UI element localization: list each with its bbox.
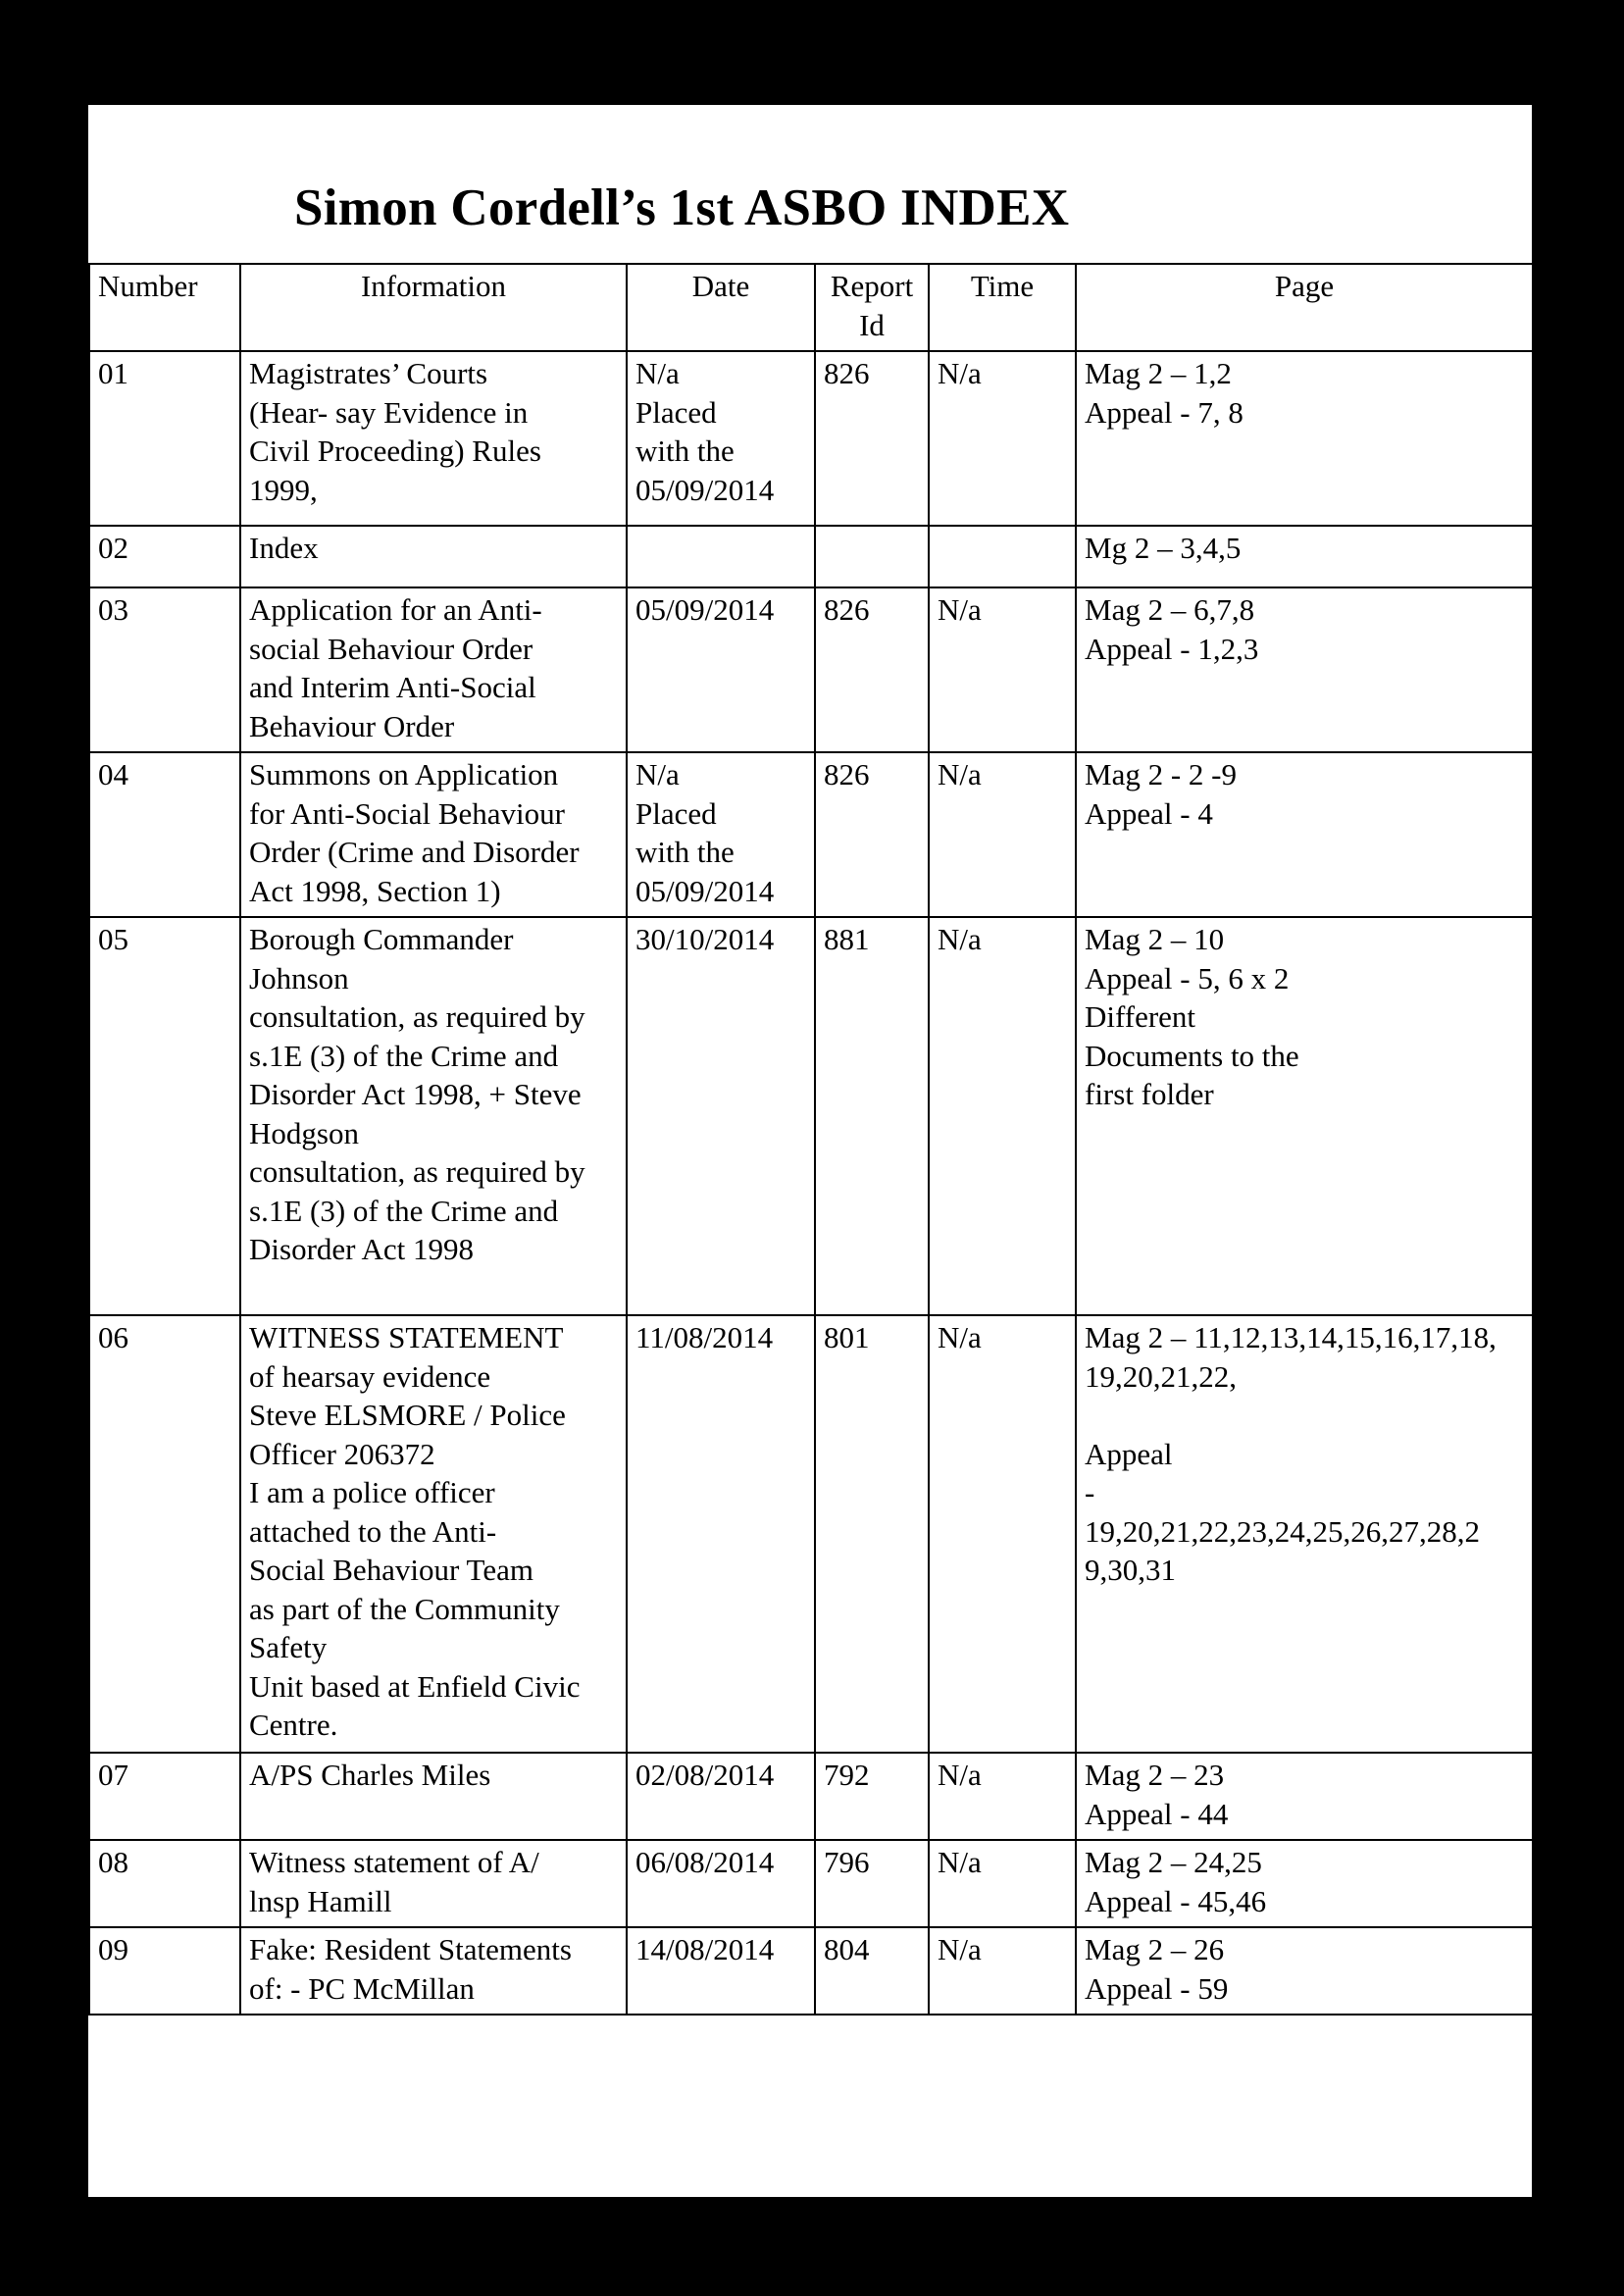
cell-page-line: first folder <box>1085 1077 1214 1111</box>
cell-page-line: Mg 2 – 3,4,5 <box>1085 531 1242 565</box>
cell-time <box>929 526 1076 587</box>
cell-information-line: A/PS Charles Miles <box>249 1758 491 1792</box>
cell-number: 03 <box>89 587 240 752</box>
column-header-report-id: Report Id <box>815 264 929 351</box>
cell-report-id: 826 <box>815 351 929 526</box>
cell-information-line: Borough Commander <box>249 922 514 956</box>
cell-information-line: and Interim Anti-Social <box>249 670 536 704</box>
cell-date <box>627 1315 815 1753</box>
cell-page-line: Appeal - 5, 6 x 2 <box>1085 960 1290 995</box>
cell-date-line: 30/10/2014 <box>635 922 775 956</box>
cell-time: N/a <box>929 351 1076 526</box>
cell-report-id: 881 <box>815 917 929 1315</box>
cell-time: N/a <box>929 1840 1076 1927</box>
cell-information-line: Unit based at Enfield Civic <box>249 1668 581 1704</box>
cell-information-line: Disorder Act 1998 <box>249 1232 475 1266</box>
cell-information-line: consultation, as required by <box>249 1154 585 1189</box>
cell-date-line: 05/09/2014 <box>635 472 775 507</box>
cell-page-line: Different <box>1085 999 1196 1034</box>
cell-information-line: Magistrates’ Courts <box>249 356 488 390</box>
cell-information-line: Officer 206372 <box>249 1436 435 1471</box>
cell-information-line: of hearsay evidence <box>249 1358 491 1394</box>
cell-page-line: 9,30,31 <box>1085 1553 1176 1587</box>
cell-information <box>240 526 627 587</box>
cell-date-line: with the <box>635 434 735 468</box>
cell-information-line: of: - PC McMillan <box>249 1970 475 2006</box>
cell-report-id: 801 <box>815 1315 929 1753</box>
cell-information-line: Order (Crime and Disorder <box>249 835 580 869</box>
cell-time: N/a <box>929 752 1076 917</box>
table-row <box>89 752 1533 917</box>
cell-information <box>240 917 627 1315</box>
cell-number: 01 <box>89 351 240 526</box>
cell-number: 08 <box>89 1840 240 1927</box>
cell-number: 04 <box>89 752 240 917</box>
cell-information <box>240 351 627 526</box>
column-header-time: Time <box>929 264 1076 351</box>
column-header-date: Date <box>627 264 815 351</box>
cell-information-line: Summons on Application <box>249 757 559 791</box>
cell-page-line: Mag 2 – 24,25 <box>1085 1845 1262 1879</box>
table-row <box>89 1840 1533 1927</box>
cell-information-line: attached to the Anti- <box>249 1513 497 1549</box>
cell-information-line: Disorder Act 1998, + Steve <box>249 1077 582 1111</box>
cell-date-line: 11/08/2014 <box>635 1320 774 1354</box>
cell-information-line: 1999, <box>249 472 318 507</box>
cell-date-line: 02/08/2014 <box>635 1758 775 1792</box>
cell-page-line: Mag 2 – 26 <box>1085 1932 1225 1966</box>
page-bottom-margin <box>88 2004 1532 2197</box>
cell-information-line: Application for an Anti- <box>249 592 542 627</box>
cell-information-line <box>249 1269 618 1308</box>
table-row <box>89 1753 1533 1840</box>
cell-report-id: 826 <box>815 752 929 917</box>
cell-page <box>1076 587 1533 752</box>
cell-information-line: s.1E (3) of the Crime and <box>249 1038 559 1073</box>
cell-page-line: 19,20,21,22, <box>1085 1358 1237 1394</box>
column-header-number: Number <box>89 264 240 351</box>
cell-information-line: consultation, as required by <box>249 999 585 1034</box>
cell-time: N/a <box>929 1753 1076 1840</box>
cell-information <box>240 1840 627 1927</box>
cell-date-line: 05/09/2014 <box>635 873 775 908</box>
cell-date <box>627 1927 815 2015</box>
cell-number: 09 <box>89 1927 240 2015</box>
cell-page-line: 19,20,21,22,23,24,25,26,27,28,2 <box>1085 1513 1480 1549</box>
cell-information-line: Hodgson <box>249 1115 359 1150</box>
cell-report-id: 804 <box>815 1927 929 2015</box>
cell-page-line: Appeal <box>1085 1436 1173 1471</box>
cell-date <box>627 1753 815 1840</box>
cell-date-line: with the <box>635 835 735 869</box>
cell-information-line: Witness statement of A/ <box>249 1845 539 1879</box>
cell-information-line: Social Behaviour Team <box>249 1553 533 1587</box>
cell-page-line: Documents to the <box>1085 1038 1299 1073</box>
table-row <box>89 587 1533 752</box>
cell-information-line: Johnson <box>249 960 349 995</box>
cell-time: N/a <box>929 1927 1076 2015</box>
cell-information-line: s.1E (3) of the Crime and <box>249 1193 559 1228</box>
cell-page <box>1076 1927 1533 2015</box>
cell-information-line: as part of the Community <box>249 1591 560 1626</box>
cell-information-line: Steve ELSMORE / Police <box>249 1398 566 1432</box>
cell-information-line: Civil Proceeding) Rules <box>249 434 541 468</box>
cell-information-line: Behaviour Order <box>249 708 455 743</box>
cell-page <box>1076 351 1533 526</box>
cell-information-line: Index <box>249 531 319 565</box>
cell-page <box>1076 1840 1533 1927</box>
cell-information <box>240 1315 627 1753</box>
cell-date <box>627 752 815 917</box>
table-header-row <box>89 264 1533 351</box>
cell-report-id <box>815 526 929 587</box>
table-row <box>89 1315 1533 1753</box>
cell-report-id: 792 <box>815 1753 929 1840</box>
cell-date <box>627 587 815 752</box>
cell-number: 06 <box>89 1315 240 1753</box>
cell-date <box>627 1840 815 1927</box>
cell-page <box>1076 526 1533 587</box>
cell-information-line: for Anti-Social Behaviour <box>249 795 565 831</box>
cell-page-line: Appeal - 7, 8 <box>1085 394 1243 430</box>
table-row <box>89 917 1533 1315</box>
cell-report-id: 796 <box>815 1840 929 1927</box>
column-header-page: Page <box>1076 264 1533 351</box>
cell-page-line: Mag 2 – 6,7,8 <box>1085 592 1255 627</box>
cell-page-line <box>1085 1396 1524 1435</box>
cell-page <box>1076 752 1533 917</box>
cell-page-line: Mag 2 – 23 <box>1085 1758 1225 1792</box>
cell-page-line: Mag 2 – 10 <box>1085 922 1225 956</box>
cell-information <box>240 1753 627 1840</box>
cell-number: 05 <box>89 917 240 1315</box>
cell-page <box>1076 917 1533 1315</box>
cell-information <box>240 752 627 917</box>
cell-information-line: Safety <box>249 1630 328 1664</box>
table-row <box>89 526 1533 587</box>
cell-date <box>627 351 815 526</box>
cell-date-line: Placed <box>635 394 717 430</box>
cell-information-line: WITNESS STATEMENT <box>249 1320 564 1354</box>
cell-date-line: N/a <box>635 757 680 791</box>
cell-information-line: lnsp Hamill <box>249 1883 392 1918</box>
cell-date-line: 06/08/2014 <box>635 1845 775 1879</box>
cell-page-line: Appeal - 59 <box>1085 1970 1229 2006</box>
cell-information <box>240 587 627 752</box>
cell-date-line: 05/09/2014 <box>635 592 775 627</box>
cell-information <box>240 1927 627 2015</box>
cell-page-line: Appeal - 4 <box>1085 795 1213 831</box>
cell-information-line: Act 1998, Section 1) <box>249 873 501 908</box>
cell-report-id: 826 <box>815 587 929 752</box>
cell-time: N/a <box>929 587 1076 752</box>
cell-date-line: N/a <box>635 356 680 390</box>
document-page <box>88 105 1532 2197</box>
cell-information-line: Centre. <box>249 1708 338 1742</box>
table-body <box>89 351 1533 2015</box>
cell-page-line: Appeal - 45,46 <box>1085 1883 1267 1918</box>
cell-number: 02 <box>89 526 240 587</box>
cell-page <box>1076 1315 1533 1753</box>
cell-page-line: Appeal - 1,2,3 <box>1085 631 1259 666</box>
cell-page-line: Mag 2 - 2 -9 <box>1085 757 1237 791</box>
table-row <box>89 351 1533 526</box>
cell-time: N/a <box>929 1315 1076 1753</box>
cell-information-line: social Behaviour Order <box>249 631 533 666</box>
table-row <box>89 1927 1533 2015</box>
column-header-information: Information <box>240 264 627 351</box>
cell-time: N/a <box>929 917 1076 1315</box>
cell-page-line: Appeal - 44 <box>1085 1796 1229 1831</box>
cell-information-line: I am a police officer <box>249 1475 495 1509</box>
cell-number: 07 <box>89 1753 240 1840</box>
cell-information-line: Fake: Resident Statements <box>249 1932 572 1966</box>
cell-page-line: - <box>1085 1475 1095 1509</box>
cell-date-line: 14/08/2014 <box>635 1932 775 1966</box>
cell-page <box>1076 1753 1533 1840</box>
asbo-index-table <box>88 263 1534 2015</box>
cell-information-line: (Hear- say Evidence in <box>249 394 529 430</box>
cell-date <box>627 917 815 1315</box>
cell-date-line: Placed <box>635 795 717 831</box>
cell-date <box>627 526 815 587</box>
cell-page-line: Mag 2 – 1,2 <box>1085 356 1232 390</box>
document-title: Simon Cordell’s 1st ASBO INDEX <box>294 179 1070 236</box>
cell-page-line: Mag 2 – 11,12,13,14,15,16,17,18, <box>1085 1320 1497 1354</box>
